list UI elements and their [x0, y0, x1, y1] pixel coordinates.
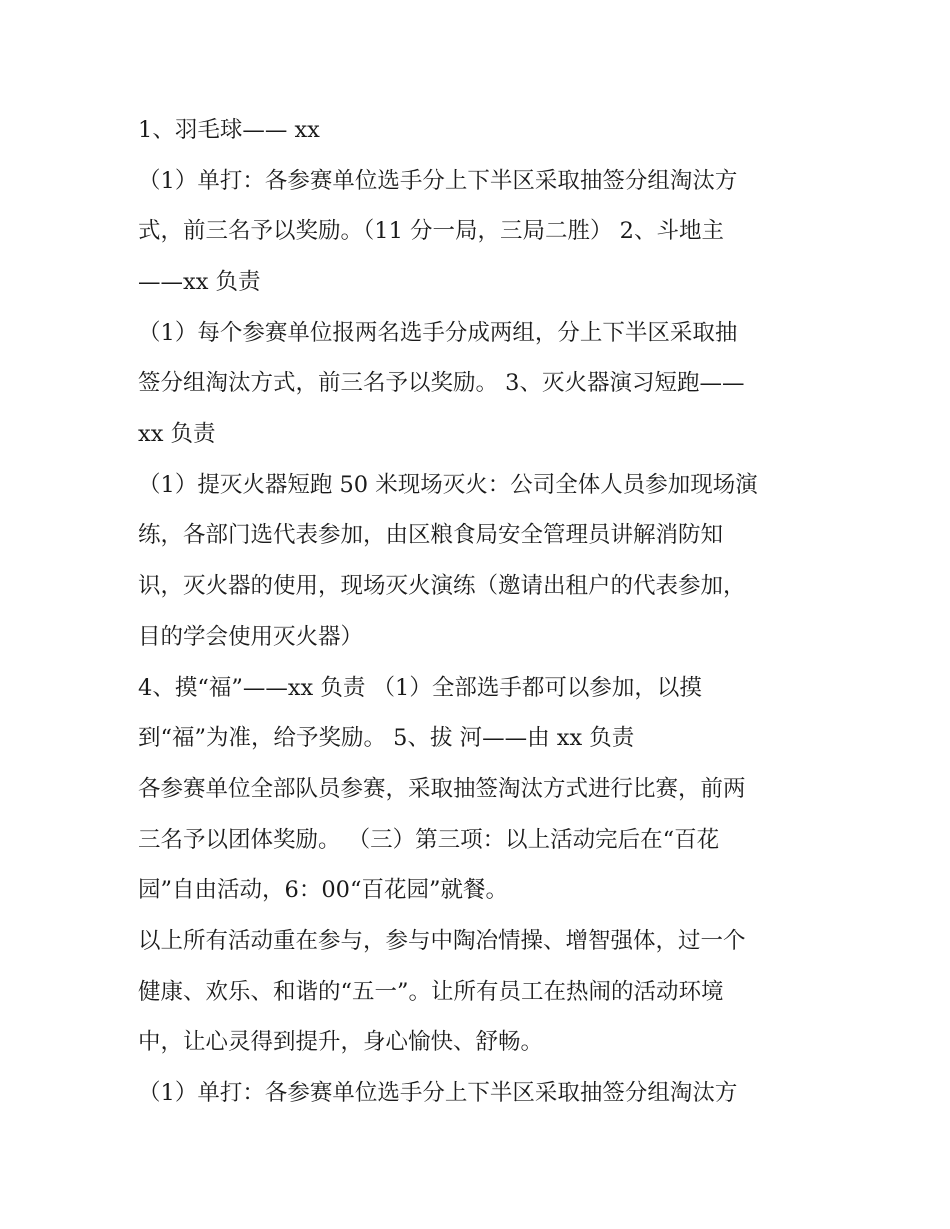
text-line: 中，让心灵得到提升，身心愉快、舒畅。 [138, 1029, 544, 1055]
text-line: 4、摸“福”——xx 负责 （1）全部选手都可以参加，以摸 [138, 675, 702, 701]
text-line: （1）提灭火器短跑 50 米现场灭火：公司全体人员参加现场演 [138, 472, 758, 498]
text-line: 以上所有活动重在参与，参与中陶冶情操、增智强体，过一个 [138, 928, 746, 954]
text-line: ——xx 负责 [138, 269, 261, 295]
text-line: （1）单打：各参赛单位选手分上下半区采取抽签分组淘汰方 [138, 168, 738, 194]
text-line: 目的学会使用灭火器） [138, 624, 364, 650]
text-line: xx 负责 [138, 421, 216, 447]
text-line: 到“福”为准，给予奖励。 5、拔 河——由 xx 负责 [138, 725, 635, 751]
text-line: 式，前三名予以奖励。（11 分一局，三局二胜） 2、斗地主 [138, 218, 725, 244]
text-line: （1）每个参赛单位报两名选手分成两组，分上下半区采取抽 [138, 320, 738, 346]
text-line: 1、羽毛球—— xx [138, 117, 320, 143]
text-line: 各参赛单位全部队员参赛，采取抽签淘汰方式进行比赛，前两 [138, 776, 746, 802]
text-line: 园”自由活动，6：00“百花园”就餐。 [138, 877, 508, 903]
text-line: 三名予以团体奖励。 （三）第三项：以上活动完后在“百花 [138, 827, 720, 853]
text-line: 健康、欢乐、和谐的“五一”。让所有员工在热闹的活动环境 [138, 979, 724, 1005]
text-line: （1）单打：各参赛单位选手分上下半区采取抽签分组淘汰方 [138, 1080, 738, 1106]
text-line: 签分组淘汰方式，前三名予以奖励。 3、灭火器演习短跑—— [138, 370, 745, 396]
text-line: 识，灭火器的使用，现场灭火演练（邀请出租户的代表参加， [138, 573, 746, 599]
text-line: 练，各部门选代表参加，由区粮食局安全管理员讲解消防知 [138, 522, 724, 548]
